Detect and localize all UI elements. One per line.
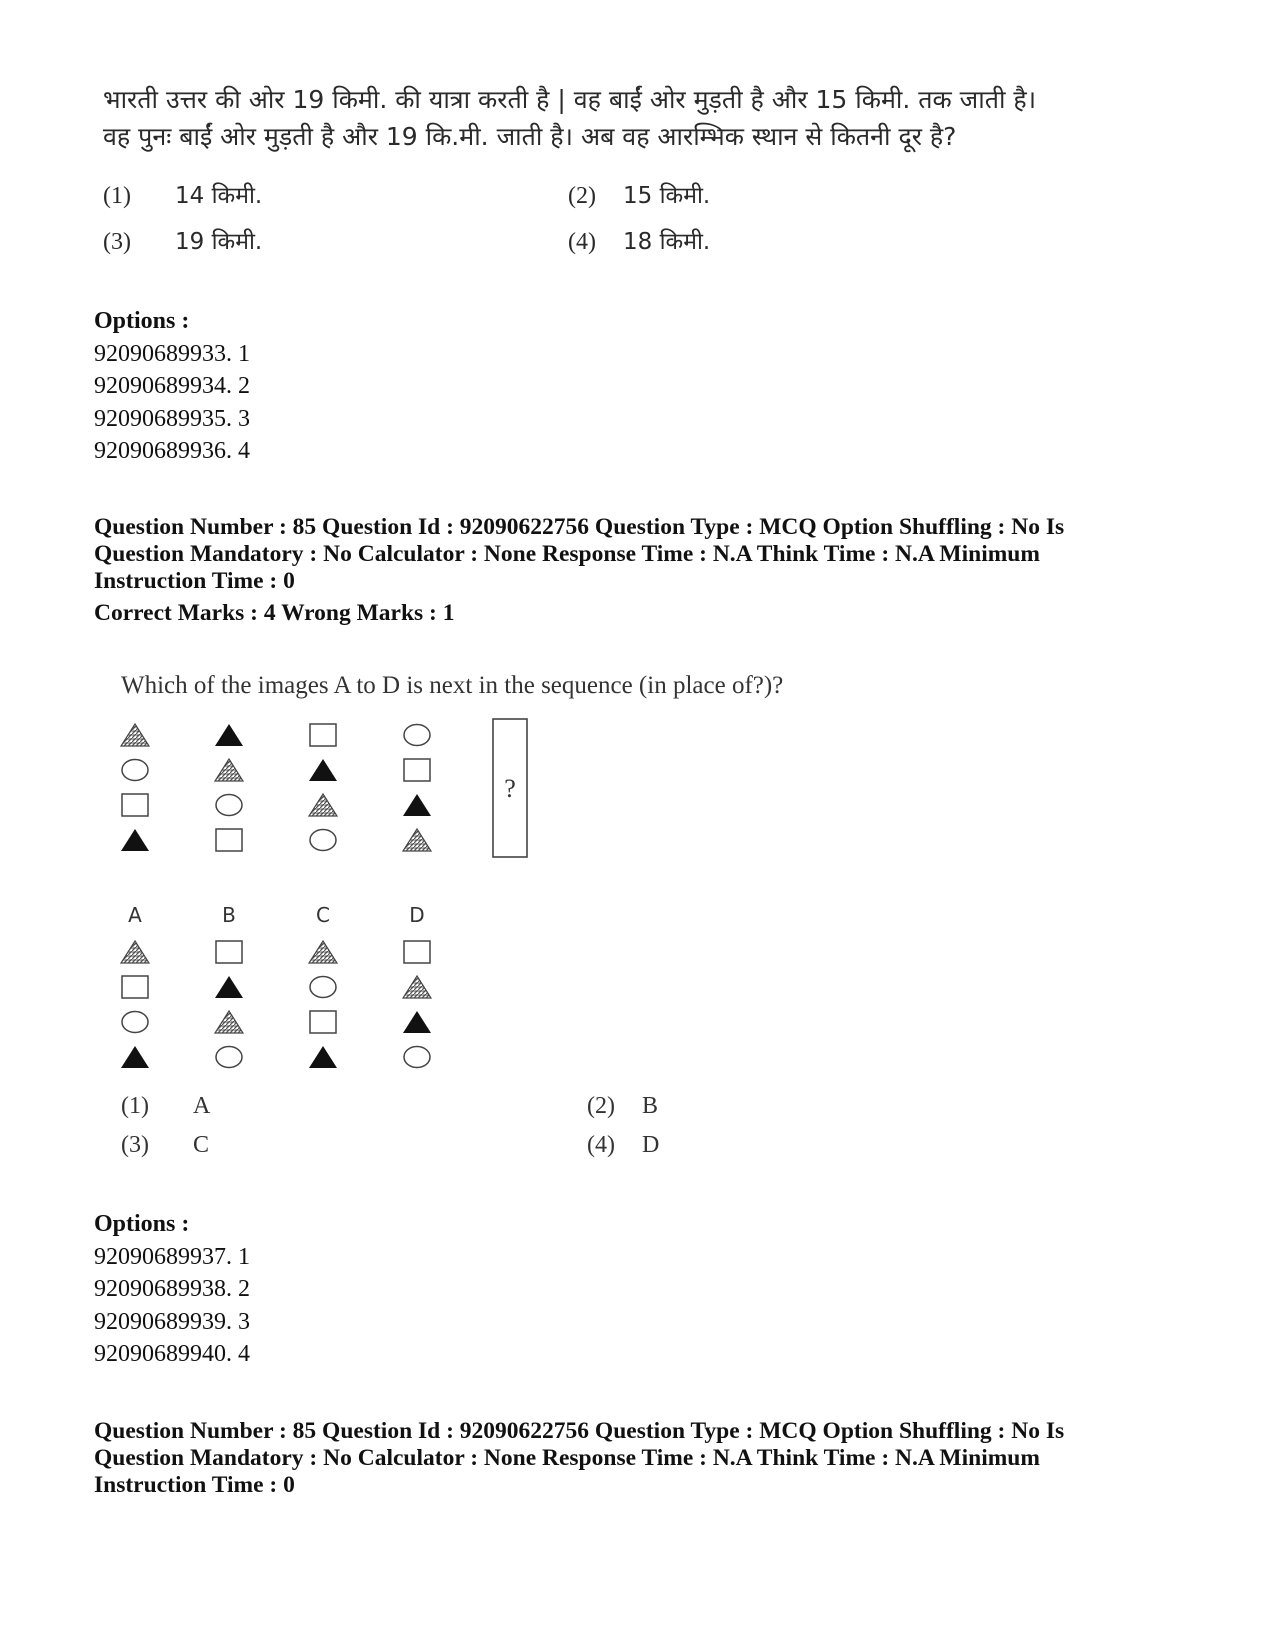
option-item: 92090689939. 3: [94, 1309, 250, 1335]
hatched-triangle-shape: [215, 759, 243, 781]
circle-shape: [122, 1012, 148, 1033]
q1-choice-1: (1) 14 किमी.: [103, 183, 263, 209]
sequence-figure: [110, 710, 540, 1080]
hatched-triangle-shape: [309, 794, 337, 816]
circle-shape: [310, 830, 336, 851]
question-meta-line: Instruction Time : 0: [94, 568, 295, 594]
answer-label-b: B: [222, 903, 236, 927]
question-meta-line: Question Number : 85 Question Id : 92090622756 Question Type : MCQ Option Shuffling : No Is: [94, 514, 1065, 540]
option-item: 92090689937. 1: [94, 1244, 250, 1270]
q2-choice-4: (4) D: [587, 1132, 660, 1158]
solid-triangle-shape: [309, 759, 337, 781]
solid-triangle-shape: [215, 976, 243, 998]
circle-shape: [404, 1047, 430, 1068]
square-shape: [404, 941, 430, 963]
hatched-triangle-shape: [403, 829, 431, 851]
option-item: 92090689938. 2: [94, 1276, 250, 1302]
square-shape: [310, 724, 336, 746]
circle-shape: [122, 760, 148, 781]
square-shape: [122, 976, 148, 998]
answer-label-d: D: [409, 903, 425, 927]
option-item: 92090689936. 4: [94, 438, 250, 464]
q2-stem: Which of the images A to D is next in the sequence (in place of?)?: [121, 672, 784, 699]
q2-choice-3: (3) C: [121, 1132, 210, 1158]
question-meta-line: Instruction Time : 0: [94, 1472, 295, 1498]
circle-shape: [216, 795, 242, 816]
hatched-triangle-shape: [309, 941, 337, 963]
answer-label-c: C: [316, 903, 330, 927]
square-shape: [216, 829, 242, 851]
solid-triangle-shape: [121, 1046, 149, 1068]
solid-triangle-shape: [309, 1046, 337, 1068]
square-shape: [216, 941, 242, 963]
question-meta-line: Question Mandatory : No Calculator : None Response Time : N.A Think Time : N.A Minimum: [94, 541, 1040, 567]
square-shape: [310, 1011, 336, 1033]
hatched-triangle-shape: [121, 941, 149, 963]
question-meta-line: Question Mandatory : No Calculator : None Response Time : N.A Think Time : N.A Minimum: [94, 1445, 1040, 1471]
q2-choice-1: (1) A: [121, 1093, 211, 1119]
hatched-triangle-shape: [121, 724, 149, 746]
q1-stem-line2: वह पुनः बाईं ओर मुड़ती है और 19 कि.मी. जाती है। अब वह आरम्भिक स्थान से कितनी दूर है?: [103, 122, 957, 151]
question-meta-line: Question Number : 85 Question Id : 92090622756 Question Type : MCQ Option Shuffling : No Is: [94, 1418, 1065, 1444]
options-heading: Options :: [94, 1211, 190, 1237]
hatched-triangle-shape: [215, 1011, 243, 1033]
answer-label-a: A: [128, 903, 142, 927]
option-item: 92090689933. 1: [94, 341, 250, 367]
option-item: 92090689940. 4: [94, 1341, 250, 1367]
q1-choice-3: (3) 19 किमी.: [103, 229, 263, 255]
marks-line: Correct Marks : 4 Wrong Marks : 1: [94, 600, 455, 626]
option-item: 92090689934. 2: [94, 373, 250, 399]
solid-triangle-shape: [403, 1011, 431, 1033]
q2-choice-2: (2) B: [587, 1093, 659, 1119]
q1-choice-2: (2) 15 किमी.: [568, 183, 711, 209]
circle-shape: [310, 977, 336, 998]
circle-shape: [216, 1047, 242, 1068]
q1-choice-4: (4) 18 किमी.: [568, 229, 711, 255]
square-shape: [122, 794, 148, 816]
q1-stem-line1: भारती उत्तर की ओर 19 किमी. की यात्रा करती है | वह बाईं ओर मुड़ती है और 15 किमी. तक जाती है।: [103, 85, 1037, 114]
option-item: 92090689935. 3: [94, 406, 250, 432]
circle-shape: [404, 725, 430, 746]
solid-triangle-shape: [215, 724, 243, 746]
unknown-mark: ?: [504, 774, 516, 803]
square-shape: [404, 759, 430, 781]
solid-triangle-shape: [403, 794, 431, 816]
options-heading: Options :: [94, 308, 190, 334]
solid-triangle-shape: [121, 829, 149, 851]
hatched-triangle-shape: [403, 976, 431, 998]
